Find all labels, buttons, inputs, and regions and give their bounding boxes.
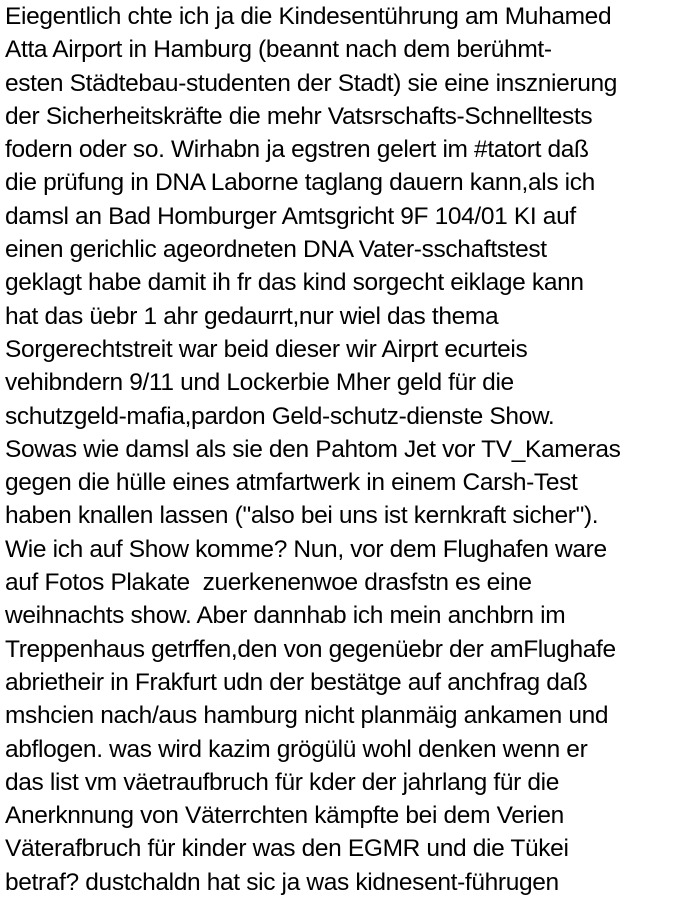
text-line: Wie ich auf Show komme? Nun, vor dem Flughafen ware: [5, 535, 607, 563]
text-line: Anerknnung von Väterrchten kämpfte bei dem Verien: [5, 802, 564, 830]
text-line: Sorgerechtstreit war beid dieser wir Airprt ecurteis: [5, 335, 528, 363]
text-line: hat das üebr 1 ahr gedaurrt,nur wiel das thema: [5, 302, 499, 330]
text-line: Eiegentlich chte ich ja die Kindesentührung am Muhamed: [5, 3, 612, 30]
text-line: haben knallen lassen ("also bei uns ist kernkraft sicher").: [5, 502, 599, 530]
text-line: vehibndern 9/11 und Lockerbie Mher geld für die: [5, 369, 514, 397]
text-line: abflogen. was wird kazim grögülü wohl denken wenn er: [5, 735, 588, 763]
text-line: abrietheir in Frakfurt udn der bestätge auf anchfrag daß: [5, 668, 588, 696]
text-line: gegen die hülle eines atmfartwerk in einem Carsh-Test: [5, 469, 578, 497]
text-line: auf Fotos Plakate zuerkenenwoe drasfstn es eine: [5, 569, 532, 597]
text-line: schutzgeld-mafia,pardon Geld-schutz-dienste Show.: [5, 402, 555, 430]
text-line: der Sicherheitskräfte die mehr Vatsrschafts-Schnelltests: [5, 102, 593, 130]
text-line: die prüfung in DNA Laborne taglang dauern kann,als ich: [5, 169, 595, 197]
text-line: geklagt habe damit ih fr das kind sorgecht eiklage kann: [5, 269, 584, 297]
text-line: Treppenhaus getrffen,den von gegenüebr der amFlughafe: [5, 635, 616, 663]
text-line: damsl an Bad Homburger Amtsgricht 9F 104/01 KI auf: [5, 202, 576, 230]
text-line: weihnachts show. Aber dannhab ich mein anchbrn im: [5, 602, 566, 630]
text-line: betraf? dustchaldn hat sic ja was kidnesent-führugen: [5, 868, 559, 896]
text-line: Sowas wie damsl als sie den Pahtom Jet vor TV_Kameras: [5, 435, 621, 463]
document-text: [5, 0, 684, 899]
text-line: Väterafbruch für kinder was den EGMR und die Tükei: [5, 835, 569, 863]
text-line: fodern oder so. Wirhabn ja egstren gelert im #tatort daß: [5, 136, 589, 164]
text-line: esten Städtebau-studenten der Stadt) sie eine insznierung: [5, 69, 618, 97]
text-line: Atta Airport in Hamburg (beannt nach dem berühmt-: [5, 36, 552, 64]
text-line: mshcien nach/aus hamburg nicht planmäig ankamen und: [5, 702, 609, 730]
text-line: das list vm väetraufbruch für kder der jahrlang für die: [5, 768, 560, 796]
text-line: einen gerichlic ageordneten DNA Vater-sschaftstest: [5, 236, 547, 264]
